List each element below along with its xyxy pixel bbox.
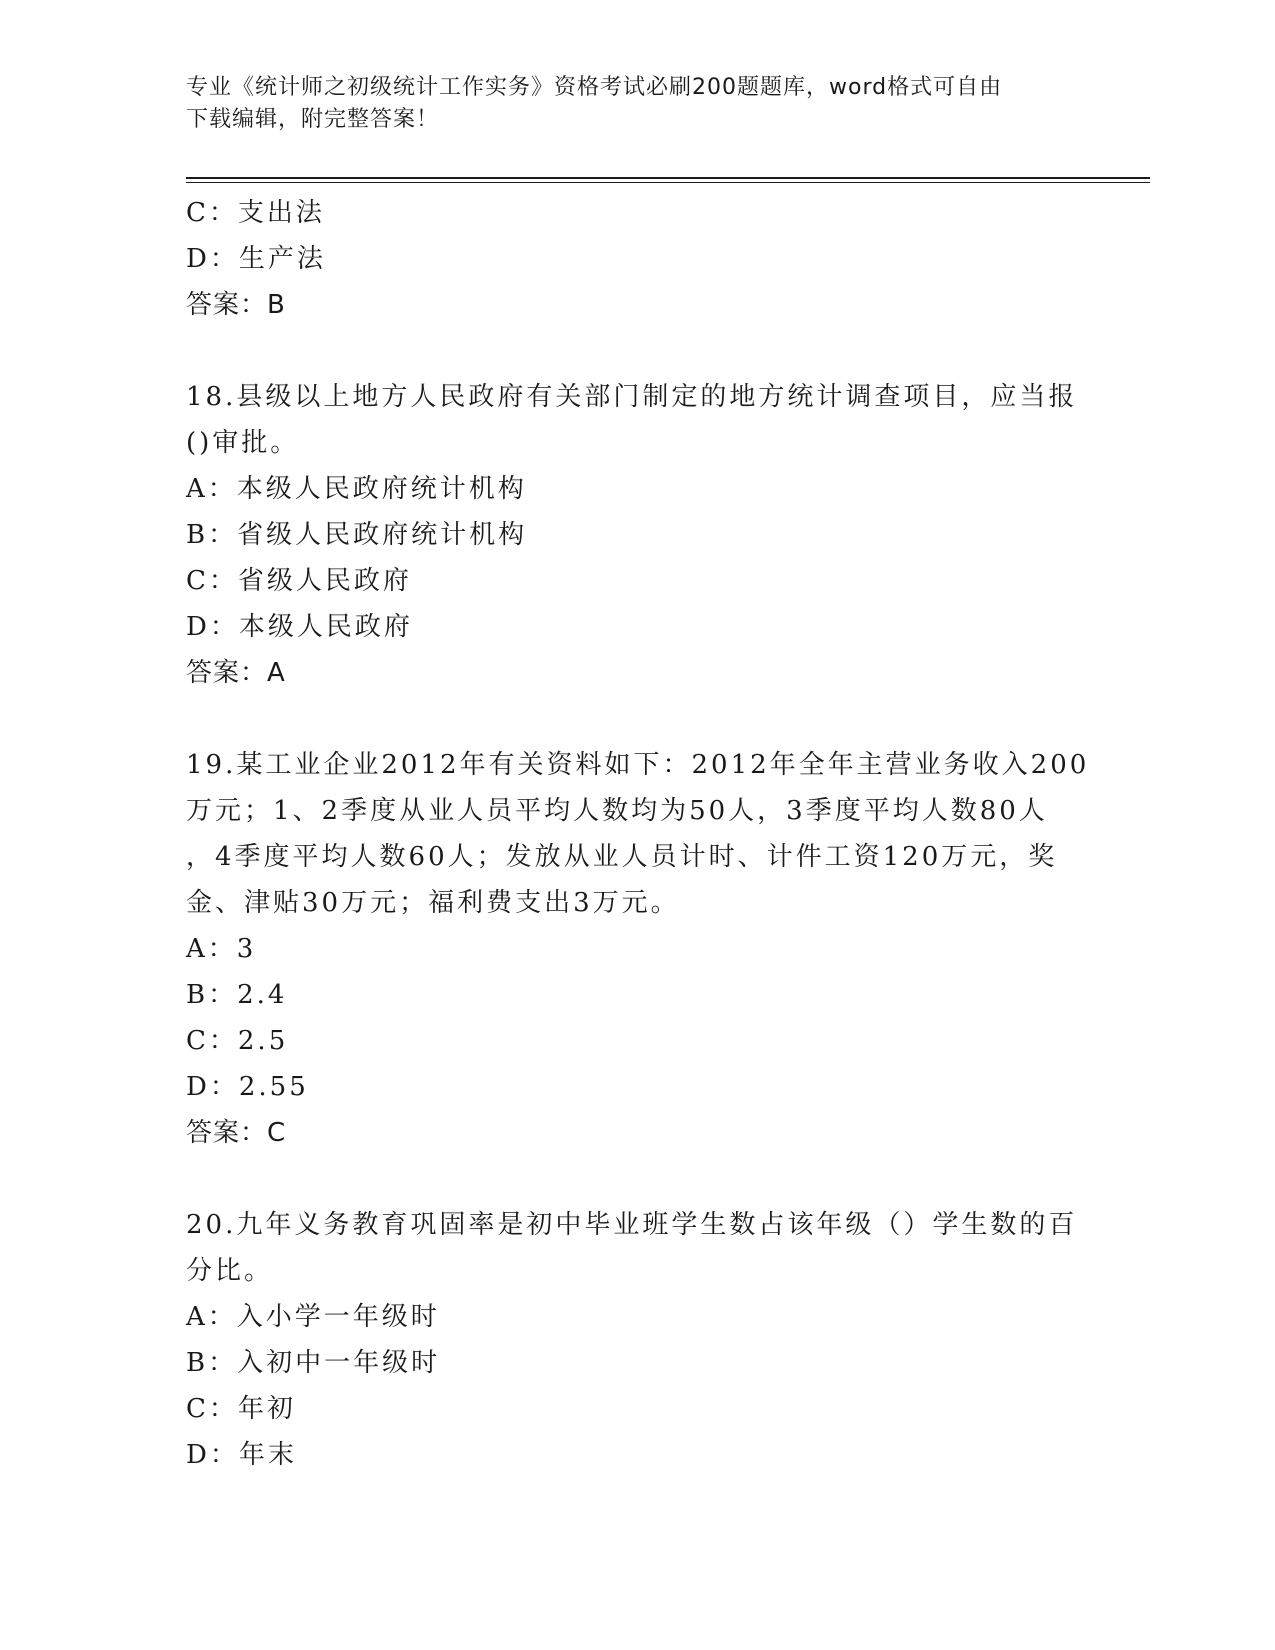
q19-answer: 答案：C [186, 1118, 287, 1148]
spacer [186, 1156, 1086, 1202]
header-rule-thin [186, 182, 1150, 183]
header-rule-thick [186, 177, 1150, 179]
q18-option-a: A：本级人民政府统计机构 [186, 474, 527, 504]
q19-stem-line-2: 万元；1、2季度从业人员平均人数均为50人，3季度平均人数80人 [186, 796, 1048, 826]
q19-option-b: B：2.4 [186, 980, 288, 1010]
q19-stem-line-4: 金、津贴30万元；福利费支出3万元。 [186, 888, 680, 918]
q18-answer: 答案：A [186, 658, 286, 688]
question-list [186, 190, 1090, 1478]
question-18 [186, 374, 1086, 696]
q19-stem-line-1: 19.某工业企业2012年有关资料如下：2012年全年主营业务收入200 [186, 750, 1090, 780]
q18-option-c: C：省级人民政府 [186, 566, 412, 596]
question-19 [186, 742, 1090, 1156]
q18-stem-line-2: ()审批。 [186, 428, 300, 458]
q20-option-c: C：年初 [186, 1394, 296, 1424]
question-17 [186, 190, 1086, 328]
q20-option-a: A：入小学一年级时 [186, 1302, 440, 1332]
q18-option-d: D：本级人民政府 [186, 612, 413, 642]
q18-option-b: B：省级人民政府统计机构 [186, 520, 528, 550]
q19-stem-line-3: ，4季度平均人数60人；发放从业人员计时、计件工资120万元，奖 [186, 842, 1058, 872]
spacer [186, 328, 1086, 374]
spacer [186, 696, 1086, 742]
header-line-2: 下载编辑，附完整答案！ [186, 107, 440, 132]
header-line-1: 专业《统计师之初级统计工作实务》资格考试必刷200题题库，word格式可自由 [186, 75, 1003, 100]
q18-stem-line-1: 18.县级以上地方人民政府有关部门制定的地方统计调查项目，应当报 [186, 382, 1078, 412]
q20-stem-line-1: 20.九年义务教育巩固率是初中毕业班学生数占该年级（）学生数的百 [186, 1210, 1078, 1240]
q19-option-d: D：2.55 [186, 1072, 309, 1102]
q20-option-b: B：入初中一年级时 [186, 1348, 441, 1378]
q19-option-a: A：3 [186, 934, 257, 964]
question-20 [186, 1202, 1086, 1478]
q17-option-d: D：生产法 [186, 244, 326, 274]
q17-answer: 答案：B [186, 290, 286, 320]
q20-stem-line-2: 分比。 [186, 1256, 274, 1286]
document-header [186, 72, 1066, 136]
q20-option-d: D：年末 [186, 1440, 297, 1470]
q17-option-c: C：支出法 [186, 198, 325, 228]
q19-option-c: C：2.5 [186, 1026, 289, 1056]
